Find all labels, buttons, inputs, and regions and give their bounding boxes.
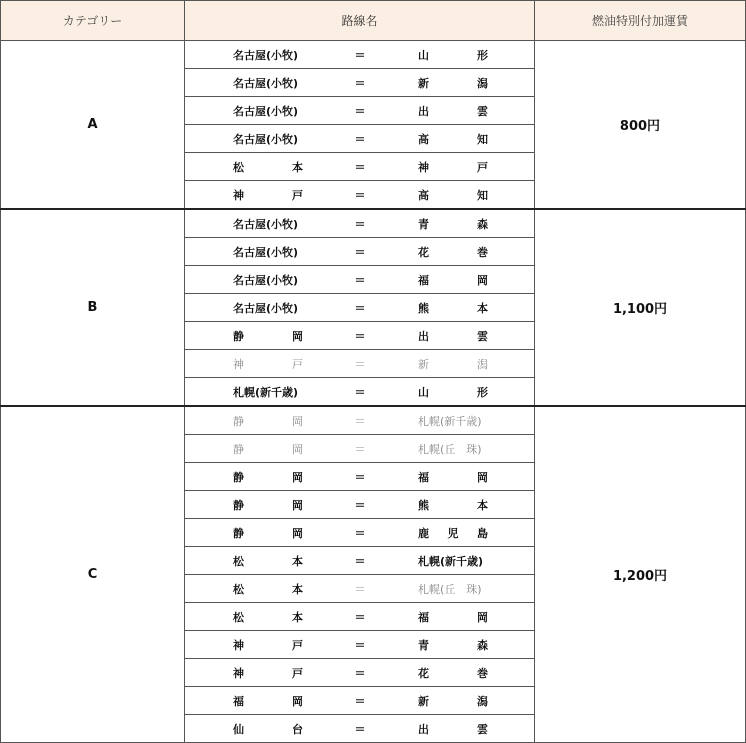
- route-origin: 名古屋(小牧): [233, 132, 299, 146]
- route-origin: 静 岡: [233, 414, 303, 428]
- route-cell: [185, 519, 535, 547]
- route-separator: ＝: [354, 273, 366, 287]
- route-destination: 花 巻: [418, 245, 488, 259]
- route-entry: [185, 294, 534, 321]
- route-separator: ＝: [354, 470, 366, 484]
- route-origin: 名古屋(小牧): [233, 273, 299, 287]
- route-destination: 出 雲: [418, 722, 488, 736]
- route-cell: [185, 406, 535, 435]
- route-cell: [185, 125, 535, 153]
- route-separator: ＝: [354, 132, 366, 146]
- route-destination: 札幌(新千歳): [418, 414, 482, 428]
- route-cell: [185, 463, 535, 491]
- route-separator: ＝: [354, 722, 366, 736]
- route-destination: 青 森: [418, 217, 488, 231]
- route-destination: 山 形: [418, 385, 488, 399]
- route-separator: ＝: [354, 414, 366, 428]
- route-entry: [185, 659, 534, 686]
- route-destination: 札幌(丘 珠): [418, 582, 482, 596]
- category-cell: A: [1, 41, 185, 210]
- route-cell: [185, 603, 535, 631]
- route-origin: 札幌(新千歳): [233, 385, 299, 399]
- route-cell: [185, 209, 535, 238]
- route-cell: [185, 322, 535, 350]
- fare-cell: 800円: [535, 41, 746, 210]
- route-separator: ＝: [354, 48, 366, 62]
- route-destination: 熊 本: [418, 498, 488, 512]
- route-origin: 松 本: [233, 160, 303, 174]
- route-entry: [185, 407, 534, 434]
- route-destination: 熊 本: [418, 301, 488, 315]
- route-separator: ＝: [354, 357, 366, 371]
- route-origin: 松 本: [233, 610, 303, 624]
- route-separator: ＝: [354, 638, 366, 652]
- route-separator: ＝: [354, 526, 366, 540]
- route-cell: [185, 97, 535, 125]
- table-row: [1, 209, 746, 238]
- route-entry: [185, 322, 534, 349]
- route-entry: [185, 41, 534, 68]
- fare-cell: 1,200円: [535, 406, 746, 743]
- route-cell: [185, 294, 535, 322]
- route-cell: [185, 238, 535, 266]
- route-origin: 名古屋(小牧): [233, 104, 299, 118]
- route-destination: 青 森: [418, 638, 488, 652]
- route-entry: [185, 519, 534, 546]
- route-entry: [185, 350, 534, 377]
- route-separator: ＝: [354, 442, 366, 456]
- route-origin: 松 本: [233, 554, 303, 568]
- route-entry: [185, 97, 534, 124]
- category-cell: B: [1, 209, 185, 406]
- route-destination: 新 潟: [418, 357, 488, 371]
- route-destination: 福 岡: [418, 273, 488, 287]
- route-destination: 出 雲: [418, 329, 488, 343]
- route-separator: ＝: [354, 385, 366, 399]
- route-separator: ＝: [354, 245, 366, 259]
- route-origin: 名古屋(小牧): [233, 301, 299, 315]
- route-destination: 高 知: [418, 188, 488, 202]
- route-cell: [185, 41, 535, 69]
- route-origin: 名古屋(小牧): [233, 76, 299, 90]
- route-separator: ＝: [354, 582, 366, 596]
- route-cell: [185, 715, 535, 743]
- route-origin: 福 岡: [233, 694, 303, 708]
- route-separator: ＝: [354, 104, 366, 118]
- route-cell: [185, 181, 535, 210]
- route-origin: 名古屋(小牧): [233, 217, 299, 231]
- route-entry: [185, 435, 534, 462]
- route-cell: [185, 631, 535, 659]
- route-cell: [185, 69, 535, 97]
- route-cell: [185, 378, 535, 407]
- route-separator: ＝: [354, 666, 366, 680]
- fare-column-header: 燃油特別付加運賃: [535, 1, 746, 41]
- route-origin: 静 岡: [233, 329, 303, 343]
- route-entry: [185, 266, 534, 293]
- route-cell: [185, 266, 535, 294]
- route-destination: 福 岡: [418, 470, 488, 484]
- route-entry: [185, 631, 534, 658]
- route-separator: ＝: [354, 160, 366, 174]
- route-separator: ＝: [354, 217, 366, 231]
- route-separator: ＝: [354, 301, 366, 315]
- route-entry: [185, 153, 534, 180]
- route-origin: 名古屋(小牧): [233, 48, 299, 62]
- route-entry: [185, 181, 534, 208]
- route-separator: ＝: [354, 188, 366, 202]
- category-cell: C: [1, 406, 185, 743]
- route-entry: [185, 575, 534, 602]
- route-destination: 山 形: [418, 48, 488, 62]
- table-header-row: [1, 1, 746, 41]
- route-separator: ＝: [354, 554, 366, 568]
- route-origin: 静 岡: [233, 442, 303, 456]
- route-entry: [185, 547, 534, 574]
- route-origin: 松 本: [233, 582, 303, 596]
- route-entry: [185, 238, 534, 265]
- route-separator: ＝: [354, 329, 366, 343]
- route-origin: 神 戸: [233, 188, 303, 202]
- route-cell: [185, 687, 535, 715]
- route-entry: [185, 125, 534, 152]
- route-entry: [185, 69, 534, 96]
- fare-cell: 1,100円: [535, 209, 746, 406]
- route-destination: 出 雲: [418, 104, 488, 118]
- route-origin: 静 岡: [233, 498, 303, 512]
- route-origin: 名古屋(小牧): [233, 245, 299, 259]
- route-separator: ＝: [354, 76, 366, 90]
- route-destination: 高 知: [418, 132, 488, 146]
- route-origin: 神 戸: [233, 666, 303, 680]
- route-separator: ＝: [354, 610, 366, 624]
- table-row: [1, 406, 746, 435]
- route-column-header: 路線名: [185, 1, 535, 41]
- route-separator: ＝: [354, 694, 366, 708]
- route-cell: [185, 153, 535, 181]
- route-entry: [185, 210, 534, 237]
- route-destination: 新 潟: [418, 76, 488, 90]
- table-body: [1, 41, 746, 743]
- route-destination: 札幌(新千歳): [418, 554, 484, 568]
- route-origin: 神 戸: [233, 638, 303, 652]
- route-entry: [185, 687, 534, 714]
- route-entry: [185, 603, 534, 630]
- route-origin: 静 岡: [233, 470, 303, 484]
- route-destination: 鹿 児 島: [418, 526, 488, 540]
- route-cell: [185, 491, 535, 519]
- route-entry: [185, 463, 534, 490]
- route-destination: 福 岡: [418, 610, 488, 624]
- table-row: [1, 41, 746, 69]
- route-cell: [185, 547, 535, 575]
- route-origin: 静 岡: [233, 526, 303, 540]
- route-separator: ＝: [354, 498, 366, 512]
- route-origin: 神 戸: [233, 357, 303, 371]
- route-cell: [185, 575, 535, 603]
- route-cell: [185, 350, 535, 378]
- route-origin: 仙 台: [233, 722, 303, 736]
- route-cell: [185, 659, 535, 687]
- route-entry: [185, 378, 534, 405]
- route-destination: 花 巻: [418, 666, 488, 680]
- route-entry: [185, 491, 534, 518]
- route-destination: 札幌(丘 珠): [418, 442, 482, 456]
- route-destination: 新 潟: [418, 694, 488, 708]
- category-column-header: カテゴリー: [1, 1, 185, 41]
- route-destination: 神 戸: [418, 160, 488, 174]
- route-entry: [185, 715, 534, 742]
- route-cell: [185, 435, 535, 463]
